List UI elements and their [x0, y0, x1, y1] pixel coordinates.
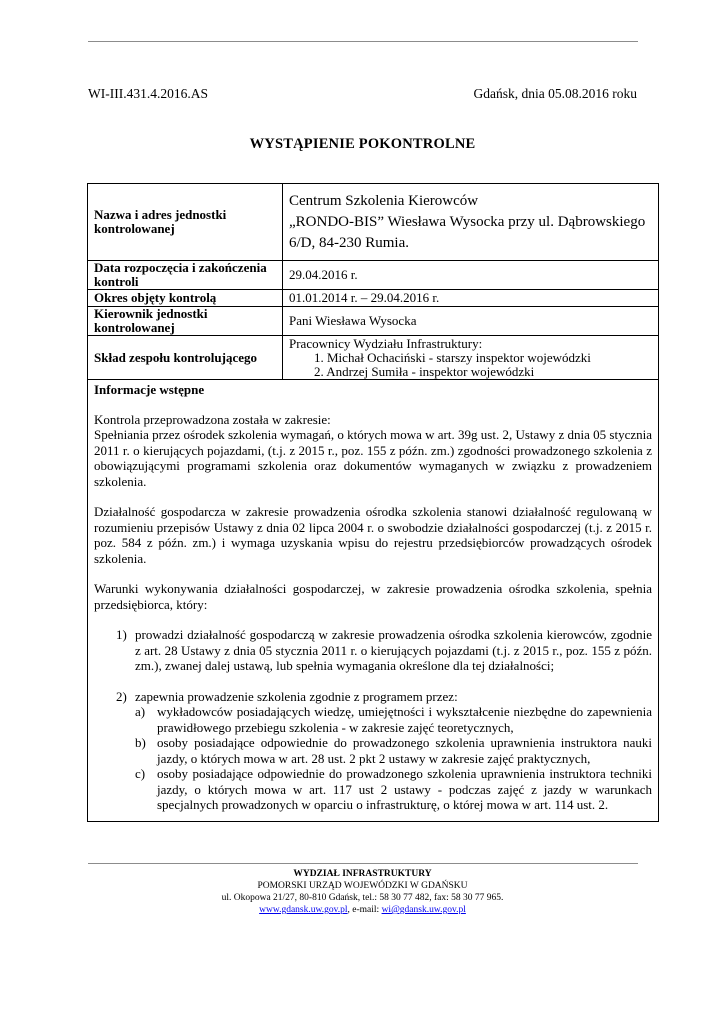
sub-item [135, 735, 652, 766]
sub-letter: b) [135, 735, 146, 750]
info-heading: Informacje wstępne [94, 382, 205, 397]
unit-line: 6/D, 84-230 Rumia. [289, 234, 409, 251]
table-row [88, 261, 659, 290]
footer-address: ul. Okopowa 21/27, 80-810 Gdańsk, tel.: 58 30 77 482, fax: 58 30 77 965. [221, 893, 504, 903]
sub-letter: a) [135, 704, 146, 719]
team-composition [283, 336, 659, 380]
list-text: prowadzi działalność gospodarczą w zakresie prowadzenia ośrodka szkolenia kierowców, zgodnie z art. 28 Ustawy z dnia 05 stycznia 2011 r. o kierujących pojazdami (t.j. z 2015 r., poz. 155 z późn. zm.), zwanej dalej ustawą, lub spełnia wymagania określone dla tej działalności; [135, 627, 652, 673]
table-row [88, 336, 659, 380]
website-link[interactable]: www.gdansk.uw.gov.pl [259, 905, 348, 915]
row-label: Kierownik jednostki kontrolowanej [88, 307, 283, 336]
table-row [88, 380, 659, 822]
team-member: 1. Michał Ochaciński - starszy inspektor wojewódzki [314, 349, 591, 365]
row-label: Nazwa i adres jednostki kontrolowanej [88, 184, 283, 261]
reference-number: WI-III.431.4.2016.AS [88, 86, 208, 101]
list-number: 2) [116, 688, 127, 704]
preliminary-info [88, 380, 659, 822]
sub-list [135, 704, 652, 813]
list-item [116, 689, 652, 813]
sub-text: osoby posiadające odpowiednie do prowadzonego szkolenia uprawnienia instruktora techniki jazdy, o których mowa w art. 117 ust 2 ustawy - podczas zajęć z jazdy w warunkach specjalnych prowadzonych w oparciu o infrastrukturę, o której mowa w art. 114 ust. 2. [157, 766, 652, 812]
row-label: Skład zespołu kontrolującego [88, 336, 283, 380]
sub-item [135, 766, 652, 813]
paragraph: Warunki wykonywania działalności gospodarczej, w zakresie prowadzenia ośrodka szkolenia, spełnia przedsiębiorca, który: [94, 581, 652, 612]
list-number: 1) [116, 627, 127, 642]
team-member: 2. Andrzej Sumiła - inspektor wojewódzki [314, 363, 535, 379]
inspection-table [87, 183, 659, 822]
row-label: Okres objęty kontrolą [88, 290, 283, 307]
table-row [88, 307, 659, 336]
table-row [88, 290, 659, 307]
unit-line: „RONDO-BIS” Wiesława Wysocka przy ul. Dąbrowskiego [289, 213, 646, 230]
list-text: zapewnia prowadzenie szkolenia zgodnie z programem przez: [135, 688, 458, 704]
unit-line: Centrum Szkolenia Kierowców [289, 192, 479, 209]
footer-rule [88, 863, 638, 864]
paragraph: Kontrola przeprowadzona została w zakresie: [94, 411, 331, 427]
document-title: WYSTĄPIENIE POKONTROLNE [249, 136, 476, 152]
row-label: Data rozpoczęcia i zakończenia kontroli [88, 261, 283, 290]
row-value: Pani Wiesława Wysocka [283, 307, 659, 336]
footer-department: WYDZIAŁ INFRASTRUKTURY [293, 869, 432, 879]
footer-contacts [0, 904, 725, 916]
email-prefix: , e-mail: [347, 905, 382, 915]
sub-text: wykładowców posiadających wiedzę, umiejętności i wykształcenie niezbędne do zapewnienia prawidłowego przebiegu szkolenia - w zakresie zajęć teoretycznych, [157, 704, 652, 735]
list-item [116, 627, 652, 674]
footer [0, 868, 725, 916]
paragraph: Działalność gospodarcza w zakresie prowadzenia ośrodka szkolenia stanowi działalność regulowaną w rozumieniu przepisów Ustawy z dnia 02 lipca 2004 r. o swobodzie działalności gospodarczej (t.j. z 2015 r. poz. 584 z późn. zm.) i wymaga uzyskania wpisu do rejestru przedsiębiorców prowadzących ośrodek szkolenia. [94, 504, 652, 566]
table-row [88, 184, 659, 261]
sub-text: osoby posiadające odpowiednie do prowadzonego szkolenia uprawnienia instruktora nauki jazdy, o których mowa w art. 28 ust. 2 pkt 2 ustawy w zakresie zajęć praktycznych, [157, 735, 652, 766]
sub-letter: c) [135, 766, 146, 781]
conditions-list [94, 627, 652, 813]
footer-office: POMORSKI URZĄD WOJEWÓDZKI W GDAŃSKU [257, 881, 468, 891]
sub-item [135, 704, 652, 735]
top-rule [88, 41, 638, 42]
paragraph: Spełniania przez ośrodek szkolenia wymagań, o których mowa w art. 39g ust. 2, Ustawy z dnia 05 stycznia 2011 r. o kierujących pojazdami, (t.j. z 2015 r., poz. 155 z późn. zm.) zgodności prowadzonego szkolenia z obowiązującymi programami szkolenia oraz dokumentów wymaganych w związku z prowadzeniem szkolenia. [94, 427, 652, 489]
place-date: Gdańsk, dnia 05.08.2016 roku [473, 86, 637, 101]
email-link[interactable]: wi@gdansk.uw.gov.pl [381, 905, 466, 915]
row-value: 01.01.2014 r. – 29.04.2016 r. [283, 290, 659, 307]
row-value: 29.04.2016 r. [283, 261, 659, 290]
unit-name-address [283, 184, 659, 261]
team-intro: Pracownicy Wydziału Infrastruktury: [289, 335, 483, 351]
